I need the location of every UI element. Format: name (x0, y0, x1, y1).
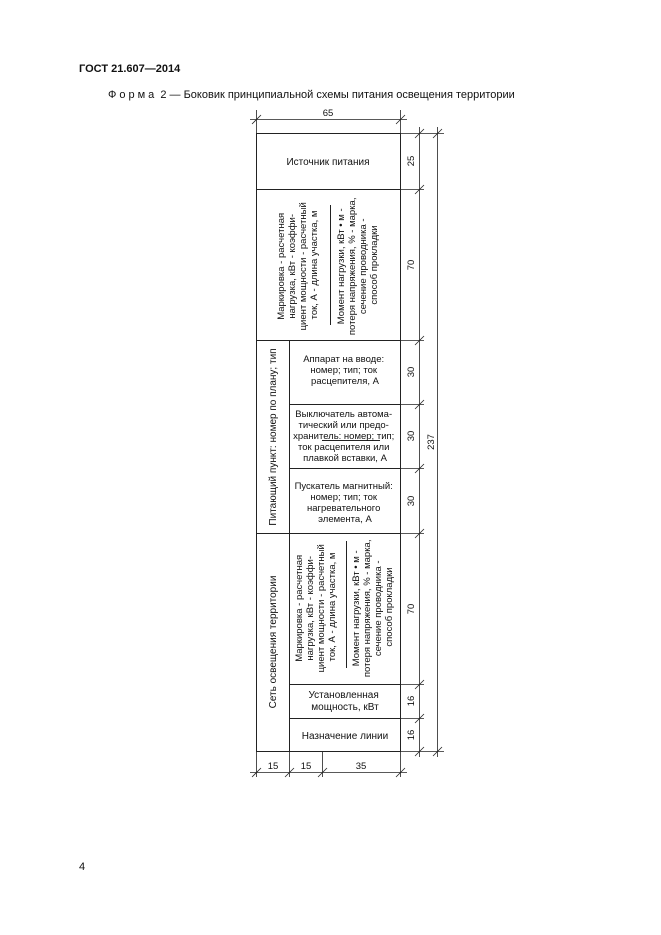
marking-bottom-left-line: циент мощности - расчетный (316, 544, 327, 673)
starter-line: элемента, А (318, 514, 372, 525)
cell-starter (295, 481, 396, 525)
form-word: Форма (108, 89, 158, 101)
dim-row-starter: 30 (406, 495, 417, 507)
breaker-line: тический или предо- (298, 420, 389, 431)
marking-bottom-left-line: Маркировка - расчетная (294, 554, 305, 662)
dim-row-power: 16 (406, 695, 417, 707)
form-number: 2 (160, 89, 167, 101)
input-device-line: расцепителя, А (311, 376, 379, 387)
marking-top-left-line: Маркировка - расчетная (276, 212, 287, 320)
marking-bottom-right-line: Момент нагрузки, кВт • м - (351, 550, 362, 667)
dim-total-width: 65 (322, 108, 334, 119)
dim-row-source: 25 (406, 155, 417, 167)
marking-top-right-line: потеря напряжения, % - марка, (347, 197, 358, 336)
marking-bottom-right-line: способ прокладки (384, 567, 395, 647)
starter-line: номер; тип; ток (310, 492, 378, 503)
dim-total-height: 237 (426, 434, 437, 450)
breaker-line: ток расцепителя или (297, 442, 390, 453)
marking-bottom-right-line: сечение проводника - (373, 560, 384, 657)
marking-top-left-line: циент мощности - расчетный (298, 202, 309, 331)
cell-marking-top-left (276, 200, 320, 331)
dim-row-breaker: 30 (406, 430, 417, 442)
cell-feeder-group: Питающий пункт: номер по плану; тип (268, 348, 279, 526)
cell-marking-bottom-left (294, 542, 338, 673)
marking-top-left-line: нагрузка, кВт - коэффи- (287, 213, 298, 319)
page-number: 4 (79, 861, 86, 873)
installed-power-line: Установленная (308, 690, 379, 701)
cell-input-device (303, 354, 387, 387)
dim-row-input: 30 (406, 366, 417, 378)
cell-marking-bottom-right (351, 537, 395, 677)
cell-network-group: Сеть освещения территории (268, 575, 279, 709)
installed-power-line: мощность, кВт (311, 702, 379, 713)
dim-row-marking-bottom: 70 (406, 603, 417, 615)
input-device-line: номер; тип; ток (310, 365, 378, 376)
marking-bottom-right-line: потеря напряжения, % - марка, (362, 539, 373, 678)
marking-bottom-left-line: ток, А - длина участка, м (327, 552, 338, 662)
cell-texts (268, 157, 397, 742)
marking-top-left-line: ток, А - длина участка, м (309, 210, 320, 320)
dim-row-marking-top: 70 (406, 259, 417, 271)
marking-top-right-line: сечение проводника - (358, 218, 369, 315)
form-title: — Боковик принципиальной схемы питания освещения территории (169, 89, 515, 101)
cell-breaker (293, 409, 397, 464)
cell-line-purpose: Назначение линии (301, 731, 389, 742)
dim-col-c: 35 (355, 761, 367, 772)
marking-top-right-line: Момент нагрузки, кВт • м - (336, 208, 347, 325)
dim-col-b: 15 (300, 761, 312, 772)
starter-line: Пускатель магнитный: (294, 481, 393, 492)
cell-installed-power (308, 690, 381, 713)
starter-line: нагревательного (307, 503, 381, 514)
dim-col-a: 15 (267, 761, 279, 772)
document-header: ГОСТ 21.607—2014 (79, 63, 181, 75)
input-device-line: Аппарат на вводе: (303, 354, 385, 365)
breaker-line: хранитель: номер; тип; (293, 431, 395, 442)
marking-bottom-left-line: нагрузка, кВт - коэффи- (305, 555, 316, 661)
cell-marking-top-right (336, 195, 380, 335)
breaker-line: Выключатель автома- (295, 409, 393, 420)
cell-power-source: Источник питания (286, 157, 370, 168)
dim-row-purpose: 16 (406, 729, 417, 741)
breaker-line: плавкой вставки, А (303, 453, 387, 464)
marking-top-right-line: способ прокладки (369, 225, 380, 305)
